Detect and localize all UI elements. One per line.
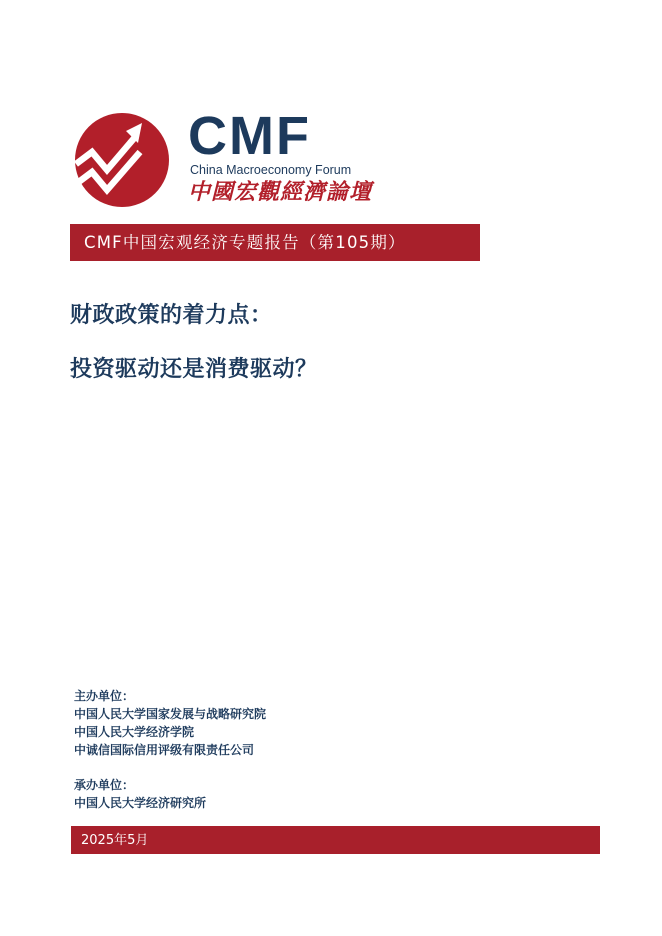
organizer-item: 中诚信国际信用评级有限责任公司	[74, 743, 255, 757]
report-title-line-2: 投资驱动还是消费驱动？	[70, 357, 318, 382]
rising-arrow-chart-icon	[70, 110, 174, 210]
logo-chinese-name: 中國宏觀經濟論壇	[188, 179, 373, 205]
organizers-label: 主办单位：	[74, 689, 135, 703]
logo-english-name: China Macroeconomy Forum	[190, 163, 352, 177]
publication-date: 2025年5月	[81, 833, 149, 848]
logo-acronym: CMF	[188, 106, 311, 166]
report-title-line-1: 财政政策的着力点：	[70, 303, 273, 328]
undertakers-label: 承办单位：	[74, 778, 135, 792]
organizer-item: 中国人民大学经济学院	[74, 725, 195, 739]
undertaker-item: 中国人民大学经济研究所	[74, 796, 207, 810]
organizer-item: 中国人民大学国家发展与战略研究院	[74, 707, 267, 721]
report-series-banner: CMF中国宏观经济专题报告（第105期）	[70, 224, 480, 261]
cmf-logo	[70, 106, 390, 210]
date-bar	[71, 826, 600, 854]
